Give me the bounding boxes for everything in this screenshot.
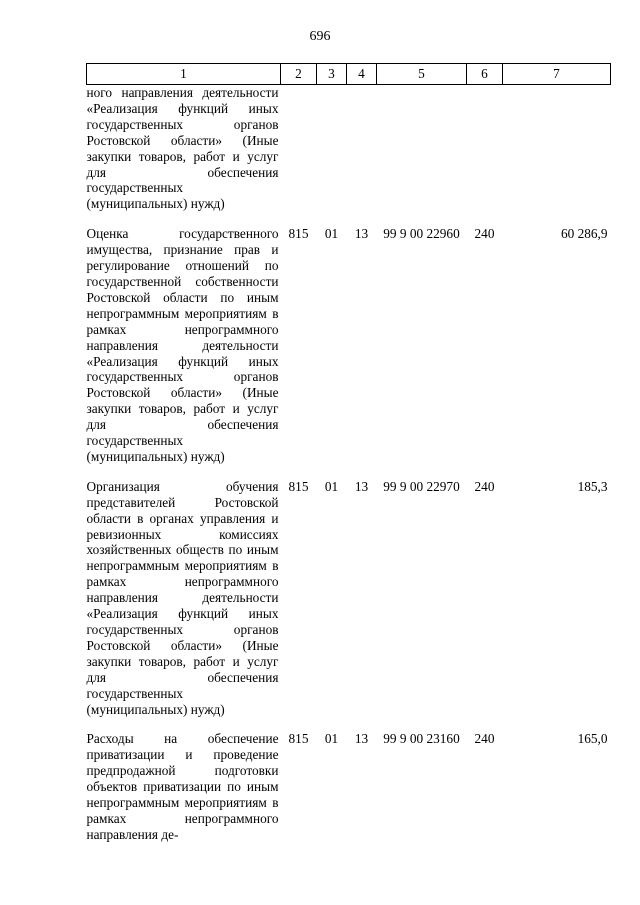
cell-amount: 165,0 <box>577 731 608 747</box>
cell-subsection: 13 <box>354 478 369 494</box>
cell-section: 01 <box>324 731 339 747</box>
cell-amount: 60 286,9 <box>560 226 608 242</box>
row-spacer <box>87 212 611 226</box>
cell-ministry <box>281 85 317 213</box>
row-spacer <box>87 717 611 731</box>
cell-ministry: 815 <box>288 226 309 242</box>
cell-subsection: 13 <box>354 731 369 747</box>
cell-section <box>317 85 347 213</box>
row-description: Оценка государственного имущества, признание прав и регулирование отношений по государственной собственности Ростовской области по иным непрограммным мероприятиям в рамках непрограммного направления деятельности «Реализация функций иных государственных органов Ростовской области» (Иные закупки товаров, работ и услуг для обеспечения государственных (муниципальных) нужд) <box>86 226 279 464</box>
cell-section: 01 <box>324 226 339 242</box>
cell-amount: 185,3 <box>577 478 608 494</box>
cell-amount <box>503 85 611 213</box>
cell-ministry: 815 <box>288 731 309 747</box>
cell-target-article: 99 9 00 23160 <box>383 731 460 747</box>
cell-expense-type: 240 <box>474 731 495 747</box>
cell-target-article: 99 9 00 22970 <box>383 478 460 494</box>
column-header: 7 <box>503 64 611 85</box>
table-row <box>87 479 611 718</box>
cell-expense-type: 240 <box>474 478 495 494</box>
column-header: 2 <box>281 64 317 85</box>
table-row <box>87 226 611 465</box>
table-row <box>87 731 611 842</box>
budget-table <box>86 63 610 843</box>
cell-section: 01 <box>324 478 339 494</box>
column-header: 4 <box>347 64 377 85</box>
cell-subsection: 13 <box>354 226 369 242</box>
cell-ministry: 815 <box>288 478 309 494</box>
cell-expense-type <box>467 85 503 213</box>
row-description: Организация обучения представителей Ростовской области в органах управления и ревизионных комиссиях хозяйственных обществ по иным непрограммным мероприятиям в рамках непрограммного направления деятельности «Реализация функций иных государственных органов Ростовской области» (Иные закупки товаров, работ и услуг для обеспечения государственных (муниципальных) нужд) <box>86 478 279 717</box>
page-number: 696 <box>309 29 331 44</box>
cell-target-article <box>377 85 467 213</box>
column-header: 6 <box>467 64 503 85</box>
column-header: 3 <box>317 64 347 85</box>
row-spacer <box>87 465 611 479</box>
cell-subsection <box>347 85 377 213</box>
table-header-row <box>87 64 611 85</box>
column-header: 1 <box>87 64 281 85</box>
row-description: ного направления деятельности «Реализация функций иных государственных органов Ростовской области» (Иные закупки товаров, работ и услуг для обеспечения государственных (муниципальных) нужд) <box>86 85 279 212</box>
table-row <box>87 85 611 213</box>
column-header: 5 <box>377 64 467 85</box>
row-description: Расходы на обеспечение приватизации и проведение предпродажной подготовки объектов приватизации по иным непрограммным мероприятиям в рамках непрограммного направления де- <box>86 731 279 842</box>
cell-target-article: 99 9 00 22960 <box>383 226 460 242</box>
cell-expense-type: 240 <box>474 226 495 242</box>
